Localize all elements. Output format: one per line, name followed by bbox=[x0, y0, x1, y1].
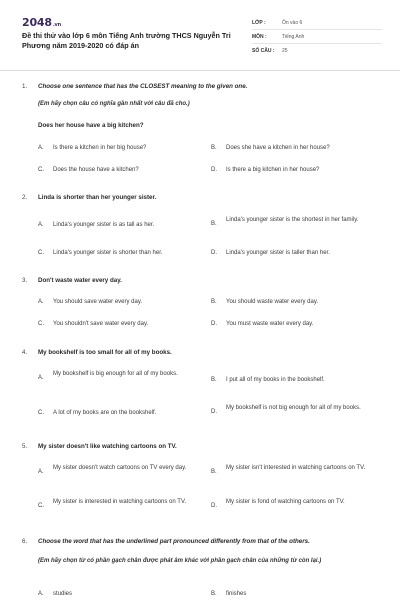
q5-option-d[interactable]: D. My sister is fond of watching cartoons on TV. bbox=[211, 499, 345, 509]
question-3-heading: 3. Don't waste water every day. bbox=[22, 277, 122, 284]
q3-option-c[interactable]: C. You shouldn't save water every day. bbox=[38, 321, 149, 327]
header-divider bbox=[0, 70, 400, 71]
document-meta bbox=[252, 16, 382, 58]
q4-option-c[interactable]: C. A lot of my books are on the bookshelf. bbox=[38, 410, 157, 416]
question-1-stem: Does her house have a big kitchen? bbox=[38, 122, 144, 129]
q1-option-a[interactable]: A. Is there a kitchen in her big house? bbox=[38, 145, 147, 151]
q4-option-b[interactable]: B. I put all of my books in the bookshelf. bbox=[211, 377, 325, 383]
question-4-heading: 4. My bookshelf is too small for all of my books. bbox=[22, 349, 172, 356]
q5-option-c[interactable]: C. My sister is interested in watching cartoons on TV. bbox=[38, 499, 187, 509]
q5-option-a[interactable]: A. My sister doesn't watch cartoons on TV every day. bbox=[38, 465, 187, 475]
site-logo[interactable]: 2048.vn bbox=[22, 16, 61, 29]
q1-option-c[interactable]: C. Does the house have a kitchen? bbox=[38, 167, 139, 173]
question-6-note: (Em hãy chọn từ có phần gạch chân được phát âm khác với phần gạch chân của những từ còn lại.) bbox=[38, 558, 322, 564]
q2-option-c[interactable]: C. Linda's younger sister is shorter than her. bbox=[38, 250, 163, 256]
q2-option-b[interactable]: B. Linda's younger sister is the shortest in her family. bbox=[211, 217, 359, 227]
meta-row-count: SỐ CÂU : 25 bbox=[252, 48, 288, 54]
question-2-heading: 2. Linda is shorter than her younger sister. bbox=[22, 194, 157, 201]
q6-option-a[interactable]: A. studies bbox=[38, 591, 73, 597]
document-title: Đề thi thử vào lớp 6 môn Tiếng Anh trường THCS Nguyễn Tri Phương năm 2019-2020 có đáp án bbox=[22, 31, 231, 50]
q5-option-b[interactable]: B. My sister isn't interested in watching cartoons on TV. bbox=[211, 465, 366, 475]
q4-option-a[interactable]: A. My bookshelf is big enough for all of my books. bbox=[38, 371, 178, 381]
question-5-heading: 5. My sister doesn't like watching cartoons on TV. bbox=[22, 443, 177, 450]
q6-option-b[interactable]: B. finishes bbox=[211, 591, 247, 597]
q2-option-a[interactable]: A. Linda's younger sister is as tall as her. bbox=[38, 222, 155, 228]
q3-option-d[interactable]: D. You must waste water every day. bbox=[211, 321, 314, 327]
question-6-heading: 6. Choose the word that has the underlined part pronounced differently from that of the others. bbox=[22, 538, 310, 545]
meta-row-subject: MÔN : Tiếng Anh bbox=[252, 30, 382, 44]
document-header bbox=[22, 16, 382, 64]
q3-option-a[interactable]: A. You should save water every day. bbox=[38, 299, 143, 305]
q2-option-d[interactable]: D. Linda's younger sister is taller than her. bbox=[211, 250, 330, 256]
q3-option-b[interactable]: B. You should waste water every day. bbox=[211, 299, 319, 305]
q4-option-d[interactable]: D. My bookshelf is not big enough for all of my books. bbox=[211, 405, 361, 415]
meta-row-class: LỚP : Ôn vào 6 bbox=[252, 16, 382, 30]
question-1-heading: 1. Choose one sentence that has the CLOSEST meaning to the given one. bbox=[22, 83, 248, 90]
q1-option-b[interactable]: B. Does she have a kitchen in her house? bbox=[211, 145, 330, 151]
q1-option-d[interactable]: D. Is there a big kitchen in her house? bbox=[211, 167, 320, 173]
question-1-note: (Em hãy chọn câu có nghĩa gần nhất với câu đã cho.) bbox=[38, 101, 190, 107]
